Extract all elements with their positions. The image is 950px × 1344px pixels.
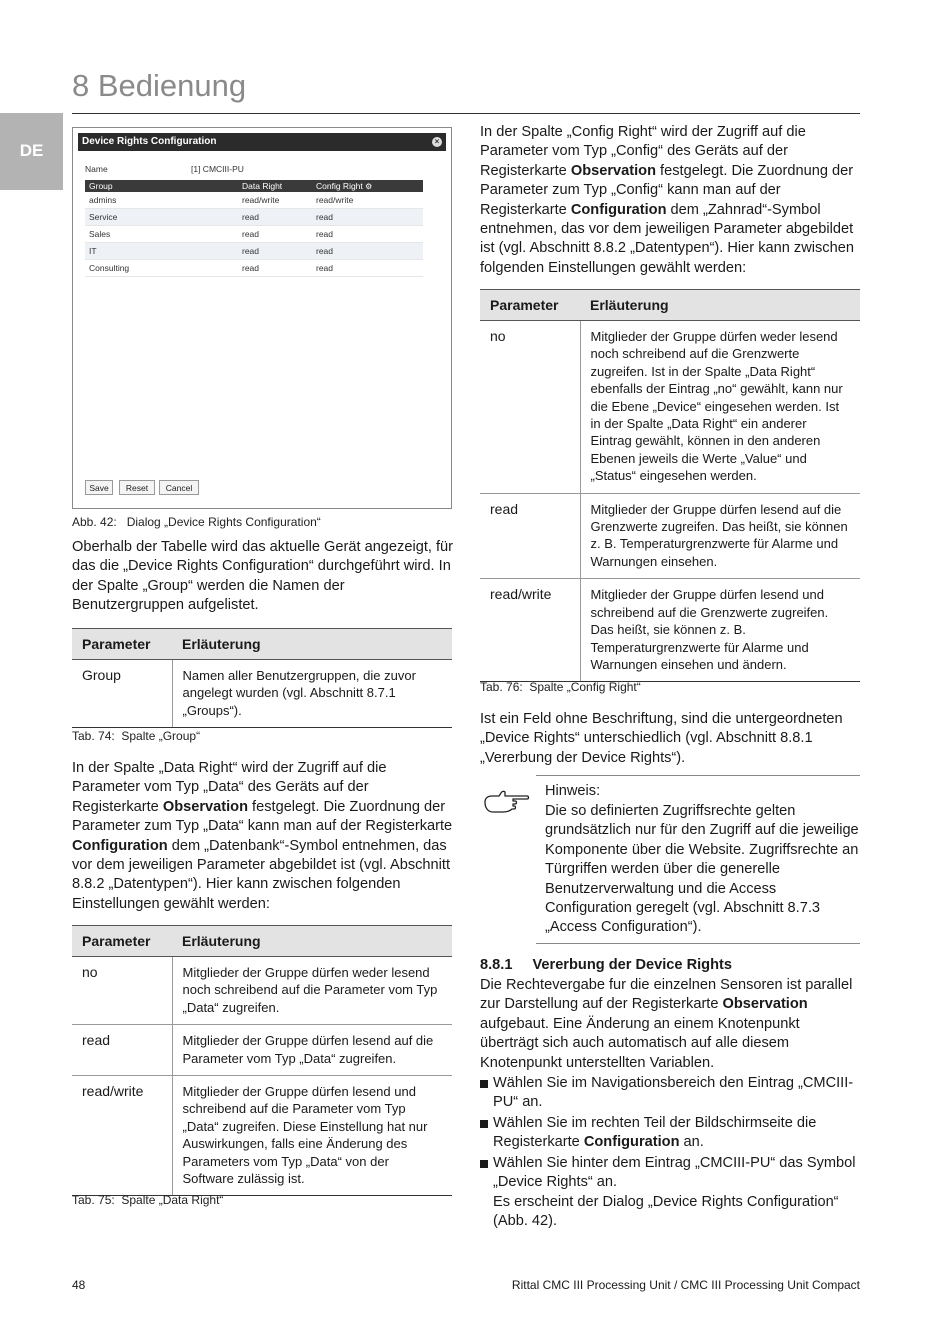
table-row[interactable]: Consulting read read [85, 260, 423, 277]
note-title: Hinweis: [545, 783, 601, 799]
bullet-square-icon [480, 1160, 488, 1168]
table-row[interactable]: IT read read [85, 243, 423, 260]
pointing-hand-icon [483, 788, 531, 814]
table-header: Erläuterung [172, 926, 452, 957]
rights-table [85, 180, 423, 277]
table-row: read Mitglieder der Gruppe dürfen lesend auf die Grenzwerte zugreifen. Das heißt, sie können z. B. Temperaturgrenzwerte für Alarme und Warnungen einsehen. [480, 493, 860, 579]
table-header: Parameter [72, 629, 172, 660]
figure-caption: Abb. 42: Dialog „Device Rights Configuration“ [72, 515, 321, 529]
table-caption: Tab. 76: Spalte „Config Right“ [480, 680, 641, 694]
document-title: Rittal CMC III Processing Unit / CMC III Processing Unit Compact [511, 1278, 860, 1292]
table-caption: Tab. 74: Spalte „Group“ [72, 729, 201, 743]
table-row: Group Namen aller Benutzergruppen, die zuvor angelegt wurden (vgl. Abschnitt 8.7.1 „Groups“). [72, 660, 452, 728]
dialog-title: Device Rights Configuration [82, 136, 217, 147]
table-header: Parameter [72, 926, 172, 957]
gear-icon: ⚙ [365, 182, 373, 191]
table-header: Parameter [480, 290, 580, 321]
cancel-button[interactable]: Cancel [159, 480, 199, 495]
paragraph-data-right: In der Spalte „Data Right“ wird der Zugriff auf die Parameter vom Typ „Data“ des Geräts auf der Registerkarte Observation festgelegt. Die Zuordnung der Parameter zum Typ „Data“ kann man auf der Registerkarte Configuration dem „Datenbank“-Symbol entnehmen, das vor dem jeweiligen Parameter abgebildet ist (vgl. Abschnitt 8.8.2 „Datentypen“). Hier kann zwischen folgenden Einstellungen gewählt werden: [72, 760, 453, 912]
table-row: no Mitglieder der Gruppe dürfen weder lesend noch schreibend auf die Grenzwerte zugreifen. Ist in der Spalte „Data Right“ ebenfalls der Eintrag „no“ gewählt, kann nur die Ebene „Device“ eingesehen werden. Ist in der Spalte „Data Right“ ein anderer Eintrag gewählt, können in den anderen Ebenen jeweils die Werte „Value“ und „Status“ eingesehen werden. [480, 321, 860, 494]
dialog-screenshot [72, 127, 452, 509]
bullet-square-icon [480, 1120, 488, 1128]
section-paragraph: Die Rechtevergabe fur die einzelnen Sensoren ist parallel zur Darstellung auf der Registerkarte Observation aufgebaut. Eine Änderung an einem Knotenpunkt überträgt sich auch automatisch auf alle diesem Knotenpunkt unterstellten Variablen. [480, 977, 853, 1071]
paragraph-config-right: In der Spalte „Config Right“ wird der Zugriff auf die Parameter vom Typ „Config“ des Geräts auf der Registerkarte Observation festgelegt. Die Zuordnung der Parameter zum Typ „Config“ kann man auf der Registerkarte Configuration dem „Zahnrad“-Symbol entnehmen, das vor dem jeweiligen Parameter abgebildet ist (vgl. Abschnitt 8.8.2 „Datentypen“). Hier kann zwischen folgenden Einstellungen gewählt werden: [480, 124, 854, 276]
table-header: Erläuterung [580, 290, 860, 321]
table-74 [72, 628, 452, 728]
name-value: [1] CMCIII-PU [191, 164, 244, 174]
dialog-title-bar [78, 133, 446, 151]
close-icon[interactable]: × [432, 137, 442, 147]
table-row: read Mitglieder der Gruppe dürfen lesend auf die Parameter vom Typ „Data“ zugreifen. [72, 1025, 452, 1076]
table-row: read/write Mitglieder der Gruppe dürfen lesend und schreibend auf die Parameter vom Typ „Data“ zugreifen. Diese Einstellung hat nur Auswirkungen, falls eine Änderung des Parameters vom Typ „Data“ von der Software zulässig ist. [72, 1076, 452, 1196]
note-rule-bottom [536, 943, 860, 944]
save-button[interactable]: Save [85, 480, 113, 495]
col-data-right[interactable]: Data Right [238, 180, 312, 192]
table-row[interactable]: Sales read read [85, 226, 423, 243]
note-rule-top [536, 775, 860, 776]
language-tab: DE [0, 113, 63, 190]
table-row: no Mitglieder der Gruppe dürfen weder lesend noch schreibend auf die Parameter vom Typ „Data“ zugreifen. [72, 957, 452, 1025]
section-heading: 8.8.1 Vererbung der Device Rights [480, 957, 732, 973]
table-76 [480, 289, 860, 682]
chapter-title: 8 Bedienung [72, 68, 247, 103]
result-text: Es erscheint der Dialog „Device Rights Configuration“ (Abb. 42). [493, 1194, 839, 1230]
table-row[interactable]: admins read/write read/write [85, 192, 423, 209]
reset-button[interactable]: Reset [119, 480, 155, 495]
page-number: 48 [72, 1278, 86, 1292]
table-header: Erläuterung [172, 629, 452, 660]
table-row[interactable]: Service read read [85, 209, 423, 226]
name-label: Name [85, 164, 108, 174]
note-text: Die so definierten Zugriffsrechte gelten grundsätzlich nur für den Zugriff auf die jeweilige Komponente über die Website. Zugriffsrechte an Türgriffen werden über die generelle Benutzerverwaltung und die Access Configuration geregelt (vgl. Abschnitt 8.7.3 „Access Configuration“). [545, 803, 859, 936]
table-caption: Tab. 75: Spalte „Data Right“ [72, 1193, 224, 1207]
paragraph-empty-field: Ist ein Feld ohne Beschriftung, sind die untergeordneten „Device Rights“ unterschiedlich (vgl. Abschnitt 8.8.1 „Vererbung der Device Rights“). [480, 711, 843, 766]
bullet-square-icon [480, 1080, 488, 1088]
col-config-right[interactable]: Config Right ⚙ [312, 180, 423, 192]
col-group[interactable]: Group [85, 180, 238, 192]
table-row: read/write Mitglieder der Gruppe dürfen lesend und schreibend auf die Grenzwerte zugreifen. Das heißt, sie können z. B. Temperaturgrenzwerte für Alarme und Warnungen einsehen und ändern. [480, 579, 860, 682]
header-rule [72, 113, 860, 114]
table-75 [72, 925, 452, 1196]
paragraph-intro: Oberhalb der Tabelle wird das aktuelle Gerät angezeigt, für das die „Device Rights Configuration“ durchgeführt wird. In der Spalte „Group“ werden die Namen der Benutzergruppen aufgelistet. [72, 539, 454, 614]
